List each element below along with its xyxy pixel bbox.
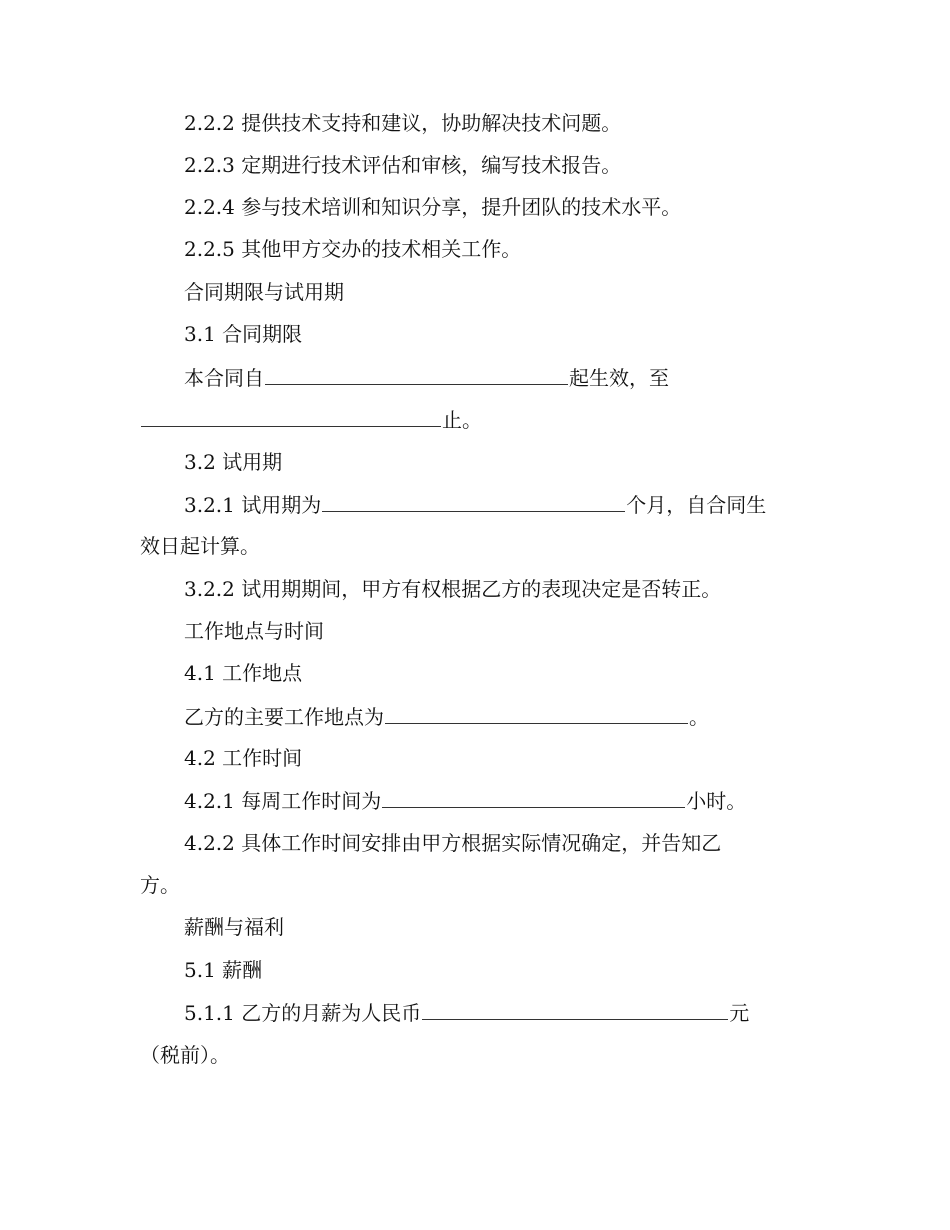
clause-3-2-1 (184, 489, 810, 520)
probation-prefix: 3.2.1 试用期为 (184, 493, 322, 517)
section-heading-salary-benefits: 薪酬与福利 (184, 915, 284, 939)
term-start-suffix: 起生效，至 (569, 366, 669, 390)
salary-suffix: 元 (729, 1001, 750, 1025)
term-start-blank (265, 362, 568, 385)
clause-3-2-2: 3.2.2 试用期期间，甲方有权根据乙方的表现决定是否转正。 (184, 577, 722, 601)
clause-4-1-heading: 4.1 工作地点 (184, 661, 303, 685)
clause-3-2-1-continuation: 效日起计算。 (140, 534, 260, 558)
term-end-blank (141, 404, 441, 427)
weekly-hours-blank (382, 785, 685, 808)
term-start-prefix: 本合同自 (184, 366, 264, 390)
location-prefix: 乙方的主要工作地点为 (184, 705, 384, 729)
clause-5-1-1 (184, 997, 810, 1028)
clause-3-1-heading: 3.1 合同期限 (184, 322, 303, 346)
section-heading-work-location-time: 工作地点与时间 (184, 619, 324, 643)
probation-months-blank (322, 489, 625, 512)
work-location-blank (385, 701, 688, 724)
clause-2-2-4: 2.2.4 参与技术培训和知识分享，提升团队的技术水平。 (184, 195, 682, 219)
clause-5-1-1-continuation: （税前）。 (140, 1043, 230, 1067)
clause-4-2-2-continuation: 方。 (140, 873, 180, 897)
salary-prefix: 5.1.1 乙方的月薪为人民币 (184, 1001, 422, 1025)
clause-2-2-2: 2.2.2 提供技术支持和建议，协助解决技术问题。 (184, 111, 622, 135)
weekly-hours-prefix: 4.2.1 每周工作时间为 (184, 789, 382, 813)
term-end-suffix: 止。 (442, 408, 482, 432)
section-heading-contract-term: 合同期限与试用期 (184, 280, 344, 304)
clause-5-1-heading: 5.1 薪酬 (184, 958, 263, 982)
probation-suffix: 个月，自合同生 (626, 493, 767, 517)
contract-term-end-line (140, 404, 810, 435)
clause-4-2-heading: 4.2 工作时间 (184, 746, 303, 770)
weekly-hours-suffix: 小时。 (686, 789, 747, 813)
clause-4-2-1 (184, 785, 810, 816)
clause-3-2-heading: 3.2 试用期 (184, 450, 283, 474)
clause-2-2-5: 2.2.5 其他甲方交办的技术相关工作。 (184, 237, 522, 261)
work-location-sentence (184, 701, 810, 732)
location-suffix: 。 (689, 705, 709, 729)
clause-4-2-2: 4.2.2 具体工作时间安排由甲方根据实际情况确定，并告知乙 (184, 831, 722, 855)
clause-2-2-3: 2.2.3 定期进行技术评估和审核，编写技术报告。 (184, 153, 622, 177)
monthly-salary-blank (422, 997, 728, 1020)
contract-term-sentence (184, 362, 810, 393)
